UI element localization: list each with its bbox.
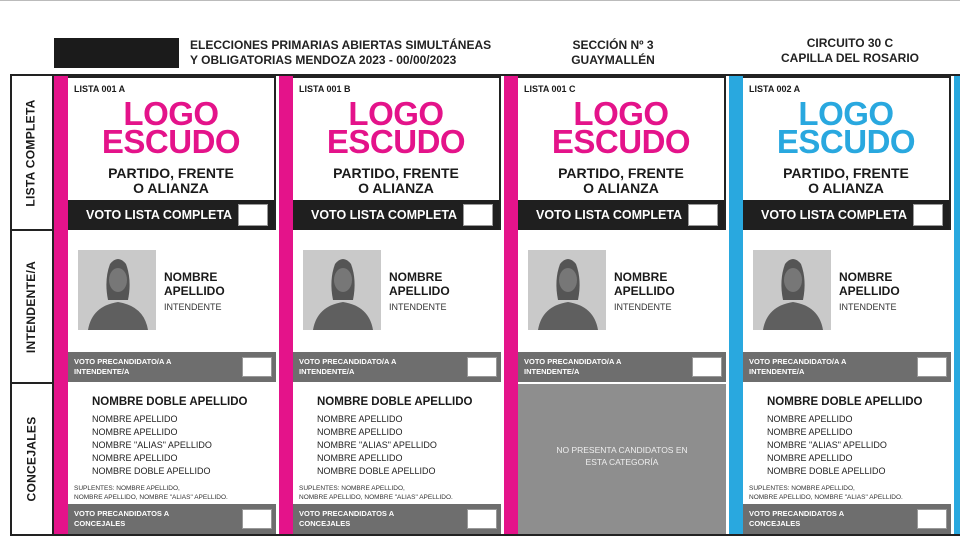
substitutes-line2: NOMBRE APELLIDO, NOMBRE "ALIAS" APELLIDO. [749,494,903,501]
vote-council-label [299,509,449,529]
vote-council-label [749,509,899,529]
row-label-full-list-text: LISTA COMPLETA [24,99,38,207]
list-item: NOMBRE APELLIDO [92,453,178,463]
logo-line1: LOGO [798,95,894,132]
council-head-name: NOMBRE DOBLE APELLIDO [767,396,923,408]
substitutes-text [749,484,903,502]
vote-full-list-bar [293,200,499,230]
list-item: NOMBRE "ALIAS" APELLIDO [767,440,887,450]
vote-council-label-line1: VOTO PRECANDIDATOS A [299,509,395,518]
vote-mayor-bar [293,352,501,382]
vote-mayor-label-line2: INTENDENTE/A [749,367,805,376]
mayor-cell [68,230,276,384]
candidate-role: INTENDENTE [614,302,672,312]
substitutes-line1: SUPLENTES: NOMBRE APELLIDO, [749,485,855,492]
ballot-column-001c [504,76,726,534]
council-cell [293,384,501,534]
candidate-first-name: NOMBRE [389,270,443,284]
row-label-council-text: CONCEJALES [24,416,39,502]
candidate-last-name: APELLIDO [389,284,450,298]
party-name-line2: O ALIANZA [133,180,209,196]
full-list-cell [518,76,726,230]
substitutes-text [299,484,453,502]
mayor-cell [293,230,501,384]
vote-full-list-label: VOTO LISTA COMPLETA [761,208,908,222]
person-silhouette-icon [303,250,381,330]
logo-line2: ESCUDO [326,123,466,160]
candidate-last-name: APELLIDO [164,284,225,298]
council-head-name: NOMBRE DOBLE APELLIDO [317,396,473,408]
logo-line1: LOGO [348,95,444,132]
party-color-stripe [279,76,293,534]
vote-mayor-bar [68,352,276,382]
column-body [743,76,951,534]
person-silhouette-icon [528,250,606,330]
vote-mayor-checkbox[interactable] [692,357,722,377]
ballot-column-001b [279,76,501,534]
list-item: NOMBRE APELLIDO [317,453,403,463]
logo-line1: LOGO [573,95,669,132]
list-item: NOMBRE APELLIDO [92,427,178,437]
candidate-first-name: NOMBRE [839,270,893,284]
next-column-color-stripe [954,76,960,534]
vote-mayor-label [74,357,224,377]
list-item: NOMBRE APELLIDO [767,414,853,424]
row-label-mayor-text: INTENDENTE/A [24,260,38,353]
vote-full-list-label: VOTO LISTA COMPLETA [86,208,233,222]
candidate-photo [303,250,381,330]
election-title-line1: ELECCIONES PRIMARIAS ABIERTAS SIMULTÁNEAS [190,38,492,52]
party-name [293,166,499,196]
vote-council-label-line1: VOTO PRECANDIDATOS A [74,509,170,518]
vote-council-bar [68,504,276,534]
vote-mayor-checkbox[interactable] [467,357,497,377]
row-label-mayor [10,231,54,382]
party-name-line1: PARTIDO, FRENTE [333,165,459,181]
logo-line1: LOGO [123,95,219,132]
redacted-box [54,38,179,68]
mayor-cell [518,230,726,384]
section-info [548,38,678,68]
council-head-name: NOMBRE DOBLE APELLIDO [92,396,248,408]
substitutes-line1: SUPLENTES: NOMBRE APELLIDO, [299,485,405,492]
column-body [68,76,276,534]
substitutes-line2: NOMBRE APELLIDO, NOMBRE "ALIAS" APELLIDO. [74,494,228,501]
candidate-photo [528,250,606,330]
candidate-name [839,270,900,298]
list-item: NOMBRE DOBLE APELLIDO [767,466,886,476]
mayor-cell [743,230,951,384]
vote-council-label-line2: CONCEJALES [299,519,351,528]
list-item: NOMBRE DOBLE APELLIDO [92,466,211,476]
vote-mayor-label [524,357,674,377]
list-item: NOMBRE APELLIDO [92,414,178,424]
council-cell [743,384,951,534]
list-item: NOMBRE "ALIAS" APELLIDO [317,440,437,450]
circuit-number: CIRCUITO 30 C [806,36,894,50]
no-candidates-text [538,444,706,468]
election-title-line2: Y OBLIGATORIAS MENDOZA 2023 - 00/00/2023 [190,53,457,67]
party-name [68,166,274,196]
list-number: LISTA 001 C [524,84,576,94]
candidate-last-name: APELLIDO [614,284,675,298]
party-name [743,166,949,196]
vote-council-label-line1: VOTO PRECANDIDATOS A [749,509,845,518]
vote-council-label-line2: CONCEJALES [74,519,126,528]
vote-full-list-bar [68,200,274,230]
person-silhouette-icon [78,250,156,330]
logo-line2: ESCUDO [101,123,241,160]
vote-mayor-label-line1: VOTO PRECANDIDATO/A A [524,357,622,366]
vote-full-list-bar [743,200,949,230]
list-item: NOMBRE DOBLE APELLIDO [317,466,436,476]
list-number: LISTA 002 A [749,84,801,94]
person-silhouette-icon [753,250,831,330]
circuit-name: CAPILLA DEL ROSARIO [780,51,919,65]
party-name-line1: PARTIDO, FRENTE [108,165,234,181]
list-item: NOMBRE APELLIDO [767,453,853,463]
ballot-column-002a [729,76,951,534]
full-list-cell [68,76,276,230]
row-label-council [10,384,54,534]
vote-full-list-label: VOTO LISTA COMPLETA [536,208,683,222]
list-item: NOMBRE "ALIAS" APELLIDO [92,440,212,450]
substitutes-text [74,484,228,502]
vote-full-list-label: VOTO LISTA COMPLETA [311,208,458,222]
section-name: GUAYMALLÉN [571,53,655,67]
vote-mayor-bar [518,352,726,382]
column-body [518,76,726,534]
logo-line2: ESCUDO [551,123,691,160]
party-logo [743,95,949,160]
vote-mayor-checkbox[interactable] [242,357,272,377]
no-candidates-line1: NO PRESENTA CANDIDATOS EN [556,445,688,455]
council-list [317,413,437,478]
vote-mayor-bar [743,352,951,382]
page-top-border [0,0,960,1]
party-name-line2: O ALIANZA [358,180,434,196]
list-item: NOMBRE APELLIDO [317,414,403,424]
list-number: LISTA 001 B [299,84,351,94]
vote-full-list-checkbox[interactable] [913,204,943,226]
candidate-name [614,270,675,298]
no-candidates-cell [518,384,726,534]
vote-mayor-label-line1: VOTO PRECANDIDATO/A A [749,357,847,366]
vote-full-list-bar [518,200,724,230]
row-label-full-list [10,76,54,230]
substitutes-line1: SUPLENTES: NOMBRE APELLIDO, [74,485,180,492]
council-list [767,413,887,478]
vote-council-label-line2: CONCEJALES [749,519,801,528]
ballot-column-001a [54,76,276,534]
candidate-first-name: NOMBRE [164,270,218,284]
vote-council-label [74,509,224,529]
candidate-role: INTENDENTE [164,302,222,312]
party-name-line2: O ALIANZA [583,180,659,196]
full-list-cell [293,76,501,230]
party-color-stripe [504,76,518,534]
party-name-line1: PARTIDO, FRENTE [783,165,909,181]
list-item: NOMBRE APELLIDO [767,427,853,437]
logo-line2: ESCUDO [776,123,916,160]
vote-mayor-label [749,357,899,377]
substitutes-line2: NOMBRE APELLIDO, NOMBRE "ALIAS" APELLIDO. [299,494,453,501]
candidate-name [164,270,225,298]
council-cell [68,384,276,534]
party-name [518,166,724,196]
vote-council-bar [743,504,951,534]
vote-full-list-checkbox[interactable] [688,204,718,226]
vote-mayor-checkbox[interactable] [917,357,947,377]
party-name-line1: PARTIDO, FRENTE [558,165,684,181]
vote-council-bar [293,504,501,534]
vote-mayor-label [299,357,449,377]
party-color-stripe [729,76,743,534]
candidate-photo [753,250,831,330]
party-color-stripe [54,76,68,534]
candidate-first-name: NOMBRE [614,270,668,284]
list-item: NOMBRE APELLIDO [317,427,403,437]
column-body [293,76,501,534]
party-logo [68,95,274,160]
vote-council-checkbox[interactable] [467,509,497,529]
candidate-role: INTENDENTE [389,302,447,312]
vote-mayor-label-line1: VOTO PRECANDIDATO/A A [299,357,397,366]
vote-council-checkbox[interactable] [242,509,272,529]
candidate-last-name: APELLIDO [839,284,900,298]
party-logo [293,95,499,160]
vote-full-list-checkbox[interactable] [238,204,268,226]
election-title [190,38,491,68]
party-name-line2: O ALIANZA [808,180,884,196]
list-number: LISTA 001 A [74,84,126,94]
vote-mayor-label-line1: VOTO PRECANDIDATO/A A [74,357,172,366]
vote-mayor-label-line2: INTENDENTE/A [524,367,580,376]
vote-council-checkbox[interactable] [917,509,947,529]
full-list-cell [743,76,951,230]
candidate-name [389,270,450,298]
party-logo [518,95,724,160]
council-list [92,413,212,478]
candidate-role: INTENDENTE [839,302,897,312]
section-number: SECCIÓN Nº 3 [572,38,654,52]
vote-mayor-label-line2: INTENDENTE/A [299,367,355,376]
vote-full-list-checkbox[interactable] [463,204,493,226]
circuit-info [770,36,930,66]
candidate-photo [78,250,156,330]
vote-mayor-label-line2: INTENDENTE/A [74,367,130,376]
no-candidates-line2: ESTA CATEGORÍA [585,457,659,467]
